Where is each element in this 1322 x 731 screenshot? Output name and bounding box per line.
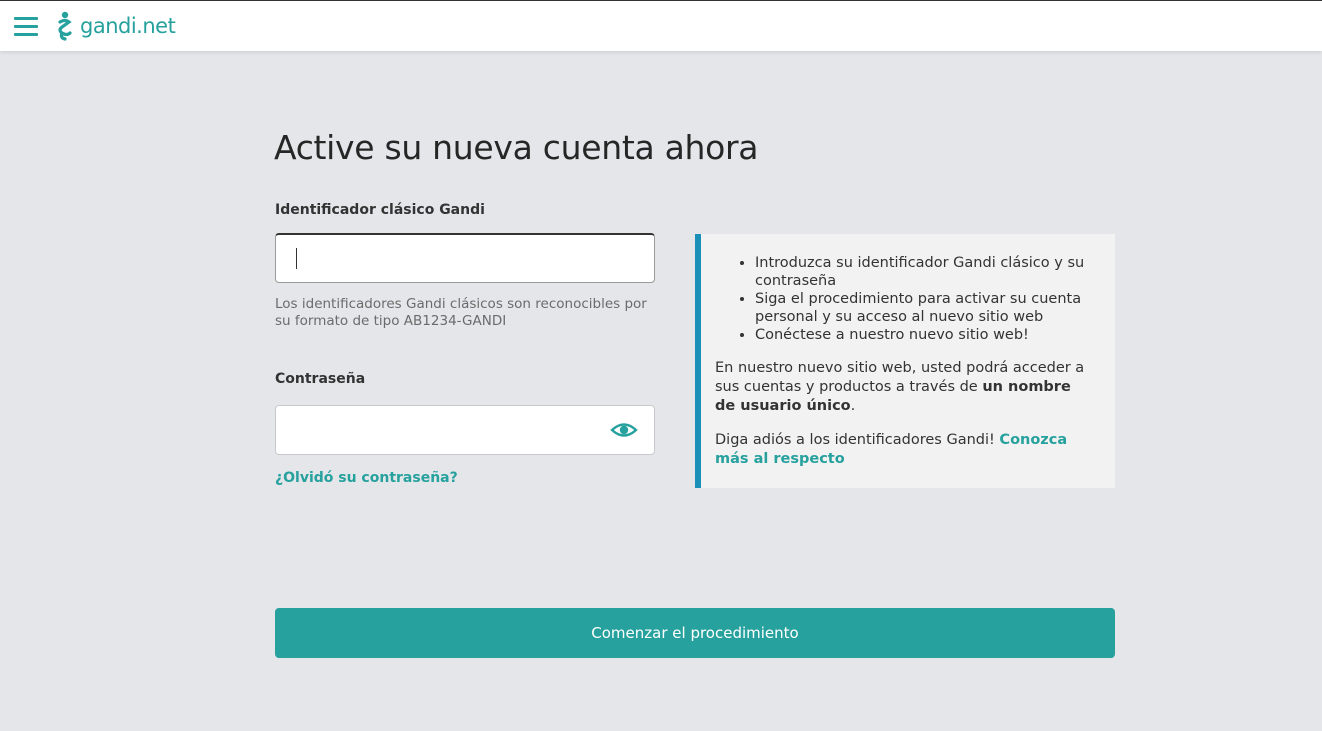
info-paragraph-learn-more: Diga adiós a los identificadores Gandi! Conozca más al respecto: [715, 432, 1068, 467]
list-item: • Conéctese a nuestro nuevo sitio web!: [755, 326, 1095, 344]
info-panel: [695, 234, 1115, 488]
gandi-logo[interactable]: [56, 11, 175, 41]
gandi-logo-icon: [56, 11, 74, 41]
list-item: • Siga el procedimiento para activar su cuenta personal y su acceso al nuevo sitio web: [755, 290, 1095, 326]
logo-text: gandi.net: [80, 14, 176, 38]
eye-icon[interactable]: [610, 419, 638, 441]
hamburger-menu-icon[interactable]: [14, 15, 38, 37]
identifier-hint: Los identificadores Gandi clásicos son reconocibles por su formato de tipo AB1234-GANDI: [275, 296, 647, 329]
password-input[interactable]: [276, 406, 654, 454]
list-item: • Introduzca su identificador Gandi clásico y su contraseña: [755, 254, 1095, 290]
page-title: Active su nueva cuenta ahora: [274, 128, 759, 167]
password-label: Contraseña: [275, 371, 366, 387]
start-procedure-button[interactable]: Comenzar el procedimiento: [275, 608, 1115, 658]
info-steps-list: [755, 254, 1095, 344]
top-bar: [0, 0, 1322, 51]
forgot-password-link[interactable]: ¿Olvidó su contraseña?: [275, 470, 458, 486]
password-field[interactable]: [275, 405, 655, 455]
learn-more-link[interactable]: Conozca más al respecto: [715, 432, 1068, 467]
identifier-input[interactable]: [276, 235, 654, 282]
info-paragraph-username: En nuestro nuevo sitio web, usted podrá acceder a sus cuentas y productos a través de un nombre de usuario único.: [715, 360, 1085, 414]
text-caret: [296, 248, 297, 269]
unique-username-text: un nombre de usuario único: [715, 379, 1071, 414]
identifier-field[interactable]: [275, 233, 655, 283]
identifier-label: Identificador clásico Gandi: [275, 202, 485, 218]
